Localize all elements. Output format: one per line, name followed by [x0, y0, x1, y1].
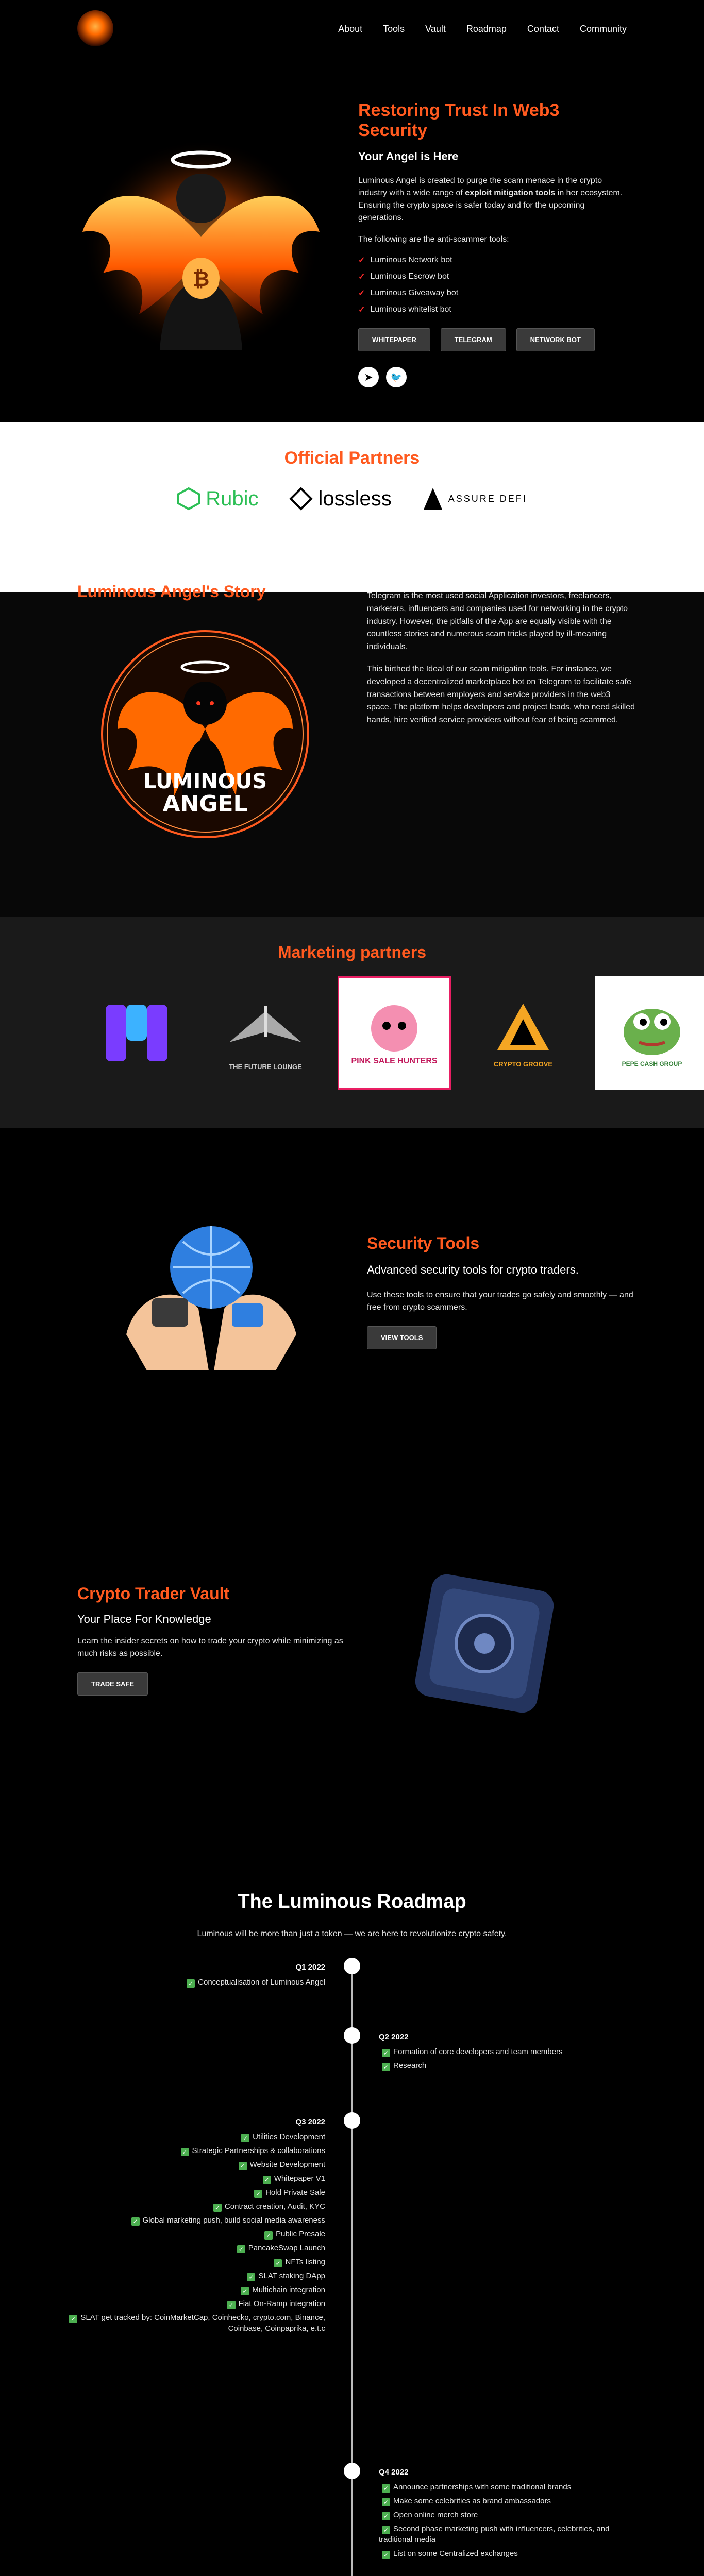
marketing-partners-title: Marketing partners — [277, 943, 427, 961]
roadmap-item-text: NFTs listing — [285, 2258, 325, 2266]
partner-name: THE FUTURE LOUNGE — [229, 1062, 302, 1071]
roadmap-item — [37, 2257, 325, 2267]
story-paragraph: This birthed the Ideal of our scam mitigation tools. For instance, we developed a decentralized marketplace bot on Telegram to facilitate safe transactions between employers and service providers in the web3 space. The platform helps developers and project leads, who need skilled hands, hire verified service providers without fear of being scammed. — [367, 664, 635, 725]
roadmap-item-text: Utilities Development — [253, 2132, 325, 2141]
vault-subtitle: Your Place For Knowledge — [77, 1613, 211, 1625]
tool-list — [358, 255, 626, 315]
official-partners-title: Official Partners — [284, 448, 420, 468]
checkmark-icon: ✓ — [358, 256, 365, 265]
marketing-partner-pepe-cash[interactable] — [595, 976, 704, 1090]
partner-name: lossless — [318, 487, 392, 510]
roadmap-item-text: Research — [393, 2061, 427, 2070]
hero-intro-part: Luminous Angel is created to purge the scam menace in the crypto industry with a wide range of — [358, 176, 602, 197]
vault-description: Learn the insider secrets on how to trade your crypto while minimizing as much risks as possible. — [77, 1637, 343, 1658]
roadmap-q2-2022 — [379, 2031, 626, 2074]
story-text — [367, 590, 635, 736]
roadmap-title: The Luminous Roadmap — [238, 1891, 466, 1912]
roadmap-quarter-label: Q1 2022 — [295, 1963, 325, 1972]
partner-logo-lossless[interactable] — [289, 487, 391, 511]
check-icon: ✓ — [239, 2162, 247, 2170]
tool-list-item — [358, 304, 626, 315]
security-tools-illustration — [116, 1206, 307, 1376]
hero-intro — [358, 175, 626, 224]
roadmap-item-text: SLAT staking DApp — [258, 2272, 325, 2280]
hero-title: Restoring Trust In Web3 Security — [358, 100, 560, 140]
view-tools-button[interactable]: VIEW TOOLS — [367, 1326, 437, 1349]
roadmap-item — [37, 2229, 325, 2240]
story-paragraph: Telegram is the most used social Application investors, freelancers, marketers, influencers and companies used for networking in the crypto industry. However, the pitfalls of the App are equally visible with the countless stories and numerous scam tricks played by ill-meaning individuals. — [367, 591, 628, 652]
checkmark-icon: ✓ — [358, 273, 365, 281]
twitter-icon[interactable]: 🐦 — [386, 367, 407, 387]
vault-text — [77, 1584, 345, 1696]
roadmap-item-text: List on some Centralized exchanges — [393, 2549, 518, 2558]
roadmap-item — [37, 2215, 325, 2226]
roadmap-item — [183, 1977, 325, 1988]
roadmap-item-text: SLAT get tracked by: CoinMarketCap, Coinhecko, crypto.com, Binance, Coinbase, Coinpaprika, e.t.c — [80, 2313, 325, 2333]
roadmap-item — [379, 2548, 626, 2559]
roadmap-item-text: Formation of core developers and team members — [393, 2047, 563, 2056]
roadmap-item-text: Whitepaper V1 — [274, 2174, 325, 2183]
trade-safe-button[interactable]: TRADE SAFE — [77, 1672, 148, 1696]
check-icon: ✓ — [213, 2204, 222, 2212]
roadmap-item — [37, 2187, 325, 2198]
top-nav — [0, 0, 704, 57]
tool-list-item — [358, 288, 626, 298]
roadmap-item — [379, 2496, 626, 2506]
roadmap-item — [37, 2298, 325, 2309]
future-lounge-icon — [219, 996, 312, 1063]
roadmap-item — [37, 2201, 325, 2212]
check-icon: ✓ — [382, 2551, 390, 2559]
check-icon: ✓ — [382, 2498, 390, 2506]
roadmap-item-text: Make some celebrities as brand ambassadors — [393, 2497, 551, 2505]
security-tools-subtitle: Advanced security tools for crypto traders. — [367, 1263, 579, 1276]
check-icon: ✓ — [131, 2217, 140, 2226]
partner-name: PINK SALE HUNTERS — [351, 1057, 438, 1065]
roadmap-item — [37, 2145, 325, 2156]
check-icon: ✓ — [382, 2063, 390, 2071]
roadmap-item — [37, 2159, 325, 2170]
vault-safe-illustration — [407, 1561, 562, 1726]
nav-link-tools[interactable]: Tools — [383, 24, 405, 34]
check-icon: ✓ — [382, 2526, 390, 2534]
luminous-angel-logo — [97, 626, 313, 842]
roadmap-item-text: Strategic Partnerships & collaborations — [192, 2146, 325, 2155]
svg-text:LUMINOUS: LUMINOUS — [143, 770, 267, 793]
roadmap-item-text: Announce partnerships with some traditional brands — [393, 2483, 572, 2492]
hero-subtitle: Your Angel is Here — [358, 150, 459, 163]
roadmap-item-text: Second phase marketing push with influencers, celebrities, and traditional media — [379, 2524, 610, 2544]
roadmap-q3-2022 — [37, 2116, 325, 2337]
nav-link-contact[interactable]: Contact — [527, 24, 559, 34]
story-title: Luminous Angel's Story — [77, 582, 266, 601]
roadmap-item-text: Public Presale — [276, 2230, 325, 2239]
check-icon: ✓ — [254, 2190, 262, 2198]
roadmap-item-text: Hold Private Sale — [265, 2188, 325, 2197]
roadmap-milestone-dot — [344, 1958, 360, 1974]
roadmap-milestone-dot — [344, 2463, 360, 2479]
roadmap-item — [379, 2523, 626, 2545]
check-icon: ✓ — [382, 2512, 390, 2520]
rubic-icon — [177, 487, 200, 511]
roadmap-item — [37, 2131, 325, 2142]
roadmap-item — [37, 2270, 325, 2281]
roadmap-item-text: Website Development — [249, 2160, 325, 2169]
tool-list-item — [358, 272, 626, 282]
check-icon: ✓ — [382, 2484, 390, 2493]
check-icon: ✓ — [241, 2134, 249, 2142]
marketing-partner-m[interactable] — [80, 976, 193, 1090]
partner-name: Rubic — [206, 487, 259, 510]
security-tools-title: Security Tools — [367, 1234, 480, 1252]
hero-lead: The following are the anti-scammer tools: — [358, 235, 509, 244]
m-logo-icon — [98, 994, 175, 1072]
check-icon: ✓ — [69, 2315, 77, 2323]
assure-defi-icon — [423, 487, 443, 511]
roadmap-item — [379, 2482, 626, 2493]
marketing-partner-future-lounge[interactable] — [209, 976, 322, 1090]
hero-text-block — [358, 100, 626, 387]
roadmap-milestone-dot — [344, 2027, 360, 2044]
roadmap-intro: Luminous will be more than just a token — we are here to revolutionize crypto safety. — [197, 1929, 507, 1938]
roadmap-item — [379, 2060, 626, 2071]
check-icon: ✓ — [274, 2259, 282, 2267]
nav-link-vault[interactable]: Vault — [425, 24, 446, 34]
lossless-icon — [289, 487, 313, 511]
check-icon: ✓ — [187, 1979, 195, 1988]
roadmap-item-text: PancakeSwap Launch — [248, 2244, 325, 2252]
security-tools-text — [367, 1234, 635, 1349]
roadmap-item — [37, 2284, 325, 2295]
nav-link-about[interactable]: About — [338, 24, 363, 34]
telegram-button[interactable]: TELEGRAM — [441, 328, 506, 351]
roadmap-item-text: Multichain integration — [252, 2285, 325, 2294]
tool-label: Luminous Giveaway bot — [370, 289, 459, 297]
tool-label: Luminous Network bot — [370, 256, 452, 264]
network-bot-button[interactable]: NETWORK BOT — [516, 328, 595, 351]
svg-text:ANGEL: ANGEL — [162, 791, 248, 817]
check-icon: ✓ — [247, 2273, 255, 2281]
check-icon: ✓ — [241, 2287, 249, 2295]
official-partners-section — [0, 422, 704, 592]
roadmap-item-text: Fiat On-Ramp integration — [238, 2299, 325, 2308]
roadmap-item — [37, 2243, 325, 2253]
vault-title: Crypto Trader Vault — [77, 1584, 230, 1603]
roadmap-item-text: Global marketing push, build social media awareness — [142, 2216, 325, 2225]
roadmap-item-text: Open online merch store — [393, 2511, 478, 2519]
marketing-partner-row — [80, 976, 704, 1090]
svg-text:₿: ₿ — [192, 267, 210, 291]
marketing-partner-crypto-groove[interactable] — [466, 976, 580, 1090]
roadmap-quarter-label: Q4 2022 — [379, 2468, 409, 2477]
roadmap-timeline — [351, 1958, 353, 2576]
roadmap-item — [37, 2173, 325, 2184]
roadmap-milestone-dot — [344, 2112, 360, 2129]
partner-name: CRYPTO GROOVE — [493, 1060, 553, 1068]
crypto-groove-icon — [492, 998, 554, 1060]
roadmap-item — [379, 2510, 626, 2520]
roadmap-q1-2022 — [183, 1962, 325, 1991]
security-tools-description: Use these tools to ensure that your trades go safely and smoothly — and free from crypto scammers. — [367, 1291, 633, 1312]
telegram-icon[interactable]: ➤ — [358, 367, 379, 387]
partner-name: PEPE CASH GROUP — [622, 1060, 682, 1067]
roadmap-item — [37, 2312, 325, 2334]
roadmap-item-text: Contract creation, Audit, KYC — [224, 2202, 325, 2211]
social-links — [358, 367, 626, 387]
nav-link-roadmap[interactable]: Roadmap — [466, 24, 507, 34]
hero-angel-illustration — [77, 108, 325, 366]
checkmark-icon: ✓ — [358, 306, 365, 314]
nav-links — [338, 24, 627, 35]
roadmap-quarter-label: Q3 2022 — [295, 2117, 325, 2126]
check-icon: ✓ — [181, 2148, 189, 2156]
hero-buttons — [358, 328, 626, 351]
check-icon: ✓ — [237, 2245, 245, 2253]
check-icon: ✓ — [382, 2049, 390, 2057]
partner-name: ASSURE DEFI — [448, 493, 527, 504]
check-icon: ✓ — [227, 2301, 236, 2309]
nav-link-community[interactable]: Community — [579, 24, 627, 34]
tool-label: Luminous whitelist bot — [370, 305, 451, 314]
brand-logo[interactable] — [77, 10, 113, 46]
hero-intro-part: in her ecosystem. Ensuring the crypto space is safer today and for the upcoming generations. — [358, 189, 623, 222]
partner-logo-assure-defi[interactable] — [423, 487, 527, 511]
tool-list-item — [358, 255, 626, 265]
roadmap-item — [379, 2046, 626, 2057]
hero-intro-bold: exploit mitigation tools — [465, 189, 556, 197]
checkmark-icon: ✓ — [358, 289, 365, 298]
pepe-icon — [618, 998, 685, 1060]
partner-logo-rubic[interactable] — [177, 487, 258, 511]
tool-label: Luminous Escrow bot — [370, 272, 449, 281]
roadmap-quarter-label: Q2 2022 — [379, 2032, 409, 2041]
partner-logo-row — [0, 487, 704, 511]
roadmap-item-text: Conceptualisation of Luminous Angel — [198, 1978, 325, 1987]
pinksale-icon — [363, 1000, 425, 1057]
check-icon: ✓ — [264, 2231, 273, 2240]
check-icon: ✓ — [263, 2176, 271, 2184]
roadmap-q4-2022 — [379, 2467, 626, 2562]
whitepaper-button[interactable]: WHITEPAPER — [358, 328, 430, 351]
marketing-partner-pinksale-hunters[interactable] — [338, 976, 451, 1090]
